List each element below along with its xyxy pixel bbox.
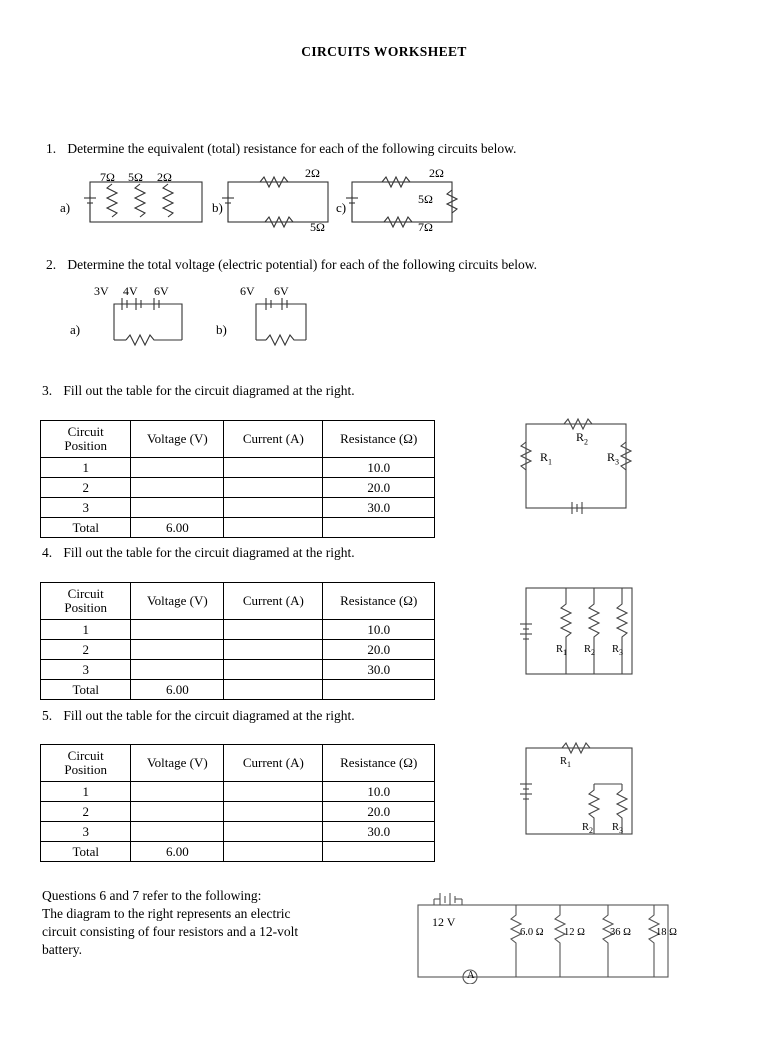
q4-label-r2: $R_2$	[584, 644, 596, 658]
q1-fig-c-label-5ohm: 5Ω	[418, 192, 433, 206]
cell-voltage[interactable]	[131, 802, 224, 822]
q3-circuit-svg	[512, 412, 652, 522]
question-4-text: Fill out the table for the circuit diagramed at the right.	[63, 545, 355, 560]
q4-label-r1: $R_1$	[556, 644, 568, 658]
table-row	[41, 478, 435, 498]
q1-fig-b-label-2ohm: 2Ω	[305, 166, 320, 180]
table-row	[41, 458, 435, 478]
question-5	[42, 707, 355, 725]
question-1-number: 1.	[46, 141, 57, 156]
table-row-total	[41, 842, 435, 862]
header-circuit-position	[41, 745, 131, 782]
q1-fig-c-label-2ohm: 2Ω	[429, 166, 444, 180]
resistor-label-2: 12 Ω	[564, 927, 585, 938]
cell-resistance: 20.0	[323, 802, 435, 822]
header-line-1: Circuit	[67, 748, 104, 764]
header-resistance: Resistance (Ω)	[323, 745, 435, 782]
cell-voltage[interactable]	[131, 498, 224, 518]
q3-label-r3: $R_3$	[607, 450, 620, 467]
header-voltage: Voltage (V)	[131, 583, 224, 620]
q1-circuit-svg	[60, 172, 480, 244]
cell-position: Total	[41, 842, 131, 862]
header-current: Current (A)	[224, 583, 323, 620]
cell-resistance: 10.0	[323, 458, 435, 478]
worksheet-page	[0, 44, 768, 1038]
header-voltage: Voltage (V)	[131, 421, 224, 458]
header-current: Current (A)	[224, 421, 323, 458]
resistor-label-3: 36 Ω	[610, 927, 631, 938]
cell-position: Total	[41, 518, 131, 538]
cell-current[interactable]	[224, 620, 323, 640]
cell-resistance: 30.0	[323, 498, 435, 518]
cell-voltage[interactable]	[131, 458, 224, 478]
table-question-3	[40, 420, 435, 538]
cell-voltage[interactable]	[131, 620, 224, 640]
header-line-1: Circuit	[67, 424, 104, 440]
cell-current[interactable]	[224, 842, 323, 862]
cell-current[interactable]	[224, 680, 323, 700]
cell-voltage[interactable]: 6.00	[131, 680, 224, 700]
q5-circuit-figure	[512, 738, 652, 848]
cell-position: 3	[41, 822, 131, 842]
cell-position: 1	[41, 458, 131, 478]
bottom-circuit-svg	[412, 889, 682, 984]
cell-resistance: 30.0	[323, 660, 435, 680]
table-row	[41, 640, 435, 660]
table-row-total	[41, 680, 435, 700]
q1-fig-c-label-7ohm: 7Ω	[418, 220, 433, 234]
table-row	[41, 822, 435, 842]
cell-current[interactable]	[224, 802, 323, 822]
table-question-4	[40, 582, 435, 700]
question-3-text: Fill out the table for the circuit diagramed at the right.	[63, 383, 355, 398]
cell-position: 3	[41, 660, 131, 680]
question-1-text: Determine the equivalent (total) resistance for each of the following circuits below.	[67, 141, 517, 156]
cell-position: 2	[41, 640, 131, 660]
cell-position: 3	[41, 498, 131, 518]
cell-resistance: 20.0	[323, 640, 435, 660]
q2-part-a-label: a)	[70, 322, 81, 337]
cell-voltage[interactable]	[131, 782, 224, 802]
q3-circuit-figure	[512, 412, 652, 522]
q4-circuit-svg	[512, 578, 652, 688]
cell-voltage[interactable]	[131, 478, 224, 498]
question-2	[46, 256, 537, 274]
q3-label-r1: $R_1$	[540, 450, 553, 467]
table-row	[41, 782, 435, 802]
question-3-number: 3.	[42, 383, 53, 398]
header-circuit-position	[41, 583, 131, 620]
table-row-total	[41, 518, 435, 538]
cell-resistance[interactable]	[323, 842, 435, 862]
cell-current[interactable]	[224, 478, 323, 498]
cell-current[interactable]	[224, 458, 323, 478]
cell-current[interactable]	[224, 782, 323, 802]
cell-current[interactable]	[224, 640, 323, 660]
cell-position: 1	[41, 782, 131, 802]
q1-figures	[60, 166, 480, 244]
header-circuit-position	[41, 421, 131, 458]
cell-position: Total	[41, 680, 131, 700]
table-row	[41, 660, 435, 680]
header-line-2: Position	[64, 600, 108, 615]
q2-fig-a-label-4v: 4V	[123, 284, 138, 298]
question-2-text: Determine the total voltage (electric potential) for each of the following circuits below.	[67, 257, 537, 272]
intro-line-2: The diagram to the right represents an electric	[42, 905, 291, 921]
header-line-2: Position	[64, 438, 108, 453]
table-row	[41, 498, 435, 518]
q5-label-r1: $R_1$	[560, 756, 572, 770]
cell-position: 2	[41, 478, 131, 498]
header-current: Current (A)	[224, 745, 323, 782]
q4-label-r3: $R_3$	[612, 644, 624, 658]
cell-resistance[interactable]	[323, 680, 435, 700]
table-question-5	[40, 744, 435, 862]
cell-position: 2	[41, 802, 131, 822]
ammeter-label: A	[467, 970, 475, 981]
header-line-1: Circuit	[67, 586, 104, 602]
q1-fig-a-label-2ohm: 2Ω	[157, 170, 172, 184]
cell-current[interactable]	[224, 660, 323, 680]
table-header-row	[41, 421, 435, 458]
q1-fig-a-label-7ohm: 7Ω	[100, 170, 115, 184]
q4-circuit-figure	[512, 578, 652, 688]
cell-current[interactable]	[224, 518, 323, 538]
cell-position: 1	[41, 620, 131, 640]
q1-part-a-label: a)	[60, 200, 71, 215]
table-header-row	[41, 583, 435, 620]
question-2-number: 2.	[46, 257, 57, 272]
question-1	[46, 140, 516, 158]
q2-fig-b-label-6v-2: 6V	[274, 284, 289, 298]
cell-voltage[interactable]	[131, 640, 224, 660]
header-resistance: Resistance (Ω)	[323, 421, 435, 458]
question-5-number: 5.	[42, 708, 53, 723]
resistor-label-1: 6.0 Ω	[520, 927, 544, 938]
q1-fig-a-label-5ohm: 5Ω	[128, 170, 143, 184]
battery-voltage-label: 12 V	[432, 915, 456, 929]
question-5-text: Fill out the table for the circuit diagramed at the right.	[63, 708, 355, 723]
question-3	[42, 382, 355, 400]
intro-line-1: Questions 6 and 7 refer to the following:	[42, 888, 262, 903]
q1-part-c-label: c)	[336, 200, 347, 215]
q1-fig-b-label-5ohm: 5Ω	[310, 220, 325, 234]
cell-voltage[interactable]: 6.00	[131, 518, 224, 538]
cell-resistance: 20.0	[323, 478, 435, 498]
table-row	[41, 802, 435, 822]
cell-voltage[interactable]	[131, 660, 224, 680]
q2-part-b-label: b)	[216, 322, 227, 337]
header-voltage: Voltage (V)	[131, 745, 224, 782]
cell-voltage[interactable]	[131, 822, 224, 842]
question-4-number: 4.	[42, 545, 53, 560]
q2-fig-a-label-6v: 6V	[154, 284, 169, 298]
questions-6-7-circuit-figure	[412, 889, 682, 984]
table-header-row	[41, 745, 435, 782]
q5-label-r3: $R_3$	[612, 822, 624, 836]
q5-label-r2: $R_2$	[582, 822, 594, 836]
q2-fig-a-label-3v: 3V	[94, 284, 109, 298]
cell-voltage[interactable]: 6.00	[131, 842, 224, 862]
cell-current[interactable]	[224, 498, 323, 518]
cell-resistance: 10.0	[323, 620, 435, 640]
cell-resistance[interactable]	[323, 518, 435, 538]
question-4	[42, 544, 355, 562]
cell-current[interactable]	[224, 822, 323, 842]
page-title: CIRCUITS WORKSHEET	[301, 44, 467, 59]
table-row	[41, 620, 435, 640]
header-resistance: Resistance (Ω)	[323, 583, 435, 620]
cell-resistance: 30.0	[323, 822, 435, 842]
intro-line-3: circuit consisting of four resistors and a 12-volt	[42, 923, 299, 939]
intro-line-4: battery.	[42, 941, 82, 957]
q2-figures	[70, 286, 370, 364]
q3-label-r2: $R_2$	[576, 430, 589, 447]
q1-part-b-label: b)	[212, 200, 223, 215]
q2-fig-b-label-6v-1: 6V	[240, 284, 255, 298]
resistor-label-4: 18 Ω	[656, 927, 677, 938]
header-line-2: Position	[64, 762, 108, 777]
questions-6-7-intro	[42, 887, 352, 959]
cell-resistance: 10.0	[323, 782, 435, 802]
